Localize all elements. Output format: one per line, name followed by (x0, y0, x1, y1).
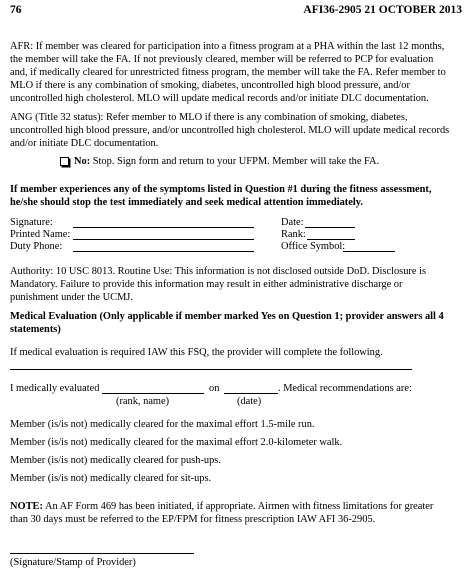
medical-evaluation-heading-1: Medical Evaluation (Only applicable if member marked Yes on Question 1; provider answers all 4 (10, 311, 444, 322)
signature-label: Signature: (10, 217, 53, 228)
afr-line-3: and, if medically cleared for unrestricted fitness program, the member will take the FA. Refer member to (10, 67, 446, 78)
statement-run: Member (is/is not) medically cleared for the maximal effort 1.5-mile run. (10, 419, 315, 430)
evaluated-suffix: . Medical recommendations are: (278, 383, 412, 394)
provider-entry-line[interactable] (10, 369, 412, 370)
date-label: Date: (281, 217, 304, 228)
evaluated-on: on (209, 383, 220, 394)
afr-line-5: uncontrolled high cholesterol. MLO will update medical records and/or initiate DLC documentation. (10, 93, 429, 104)
date-line[interactable] (305, 227, 355, 228)
statement-push-ups: Member (is/is not) medically cleared for push-ups. (10, 455, 221, 466)
no-instruction: Stop. Sign form and return to your UFPM. Member will take the FA. (90, 156, 380, 167)
note-line-1: An AF Form 469 has been initiated, if appropriate. Airmen with fitness limitations for greater (42, 501, 434, 512)
duty-phone-label: Duty Phone: (10, 241, 63, 252)
authority-line-1: Authority: 10 USC 8013. Routine Use: This information is not disclosed outside DoD. Disclosure is (10, 266, 426, 277)
statement-sit-ups: Member (is/is not) medically cleared for sit-ups. (10, 473, 212, 484)
provider-signature-caption: (Signature/Stamp of Provider) (10, 557, 136, 568)
ang-line-2: uncontrolled high blood pressure, and/or uncontrolled high cholesterol. MLO will update medical records (10, 125, 450, 136)
afr-line-2: the member will take the FA. If not previously cleared, member will be referred to PCP for evaluation (10, 54, 434, 65)
authority-line-3: punishment under the UCMJ. (10, 292, 133, 303)
note-label: NOTE: (10, 501, 43, 512)
document-id: AFI36-2905 21 OCTOBER 2013 (303, 4, 462, 16)
medical-evaluation-intro: If medical evaluation is required IAW this FSQ, the provider will complete the following. (10, 347, 383, 358)
ang-line-1: ANG (Title 32 status): Refer member to MLO if there is any combination of smoking, diabetes, (10, 112, 408, 123)
office-symbol-line[interactable] (343, 251, 395, 252)
rank-label: Rank: (281, 229, 306, 240)
rank-name-caption: (rank, name) (116, 396, 170, 407)
rank-name-line[interactable] (102, 393, 204, 394)
medical-evaluation-heading-2: statements) (10, 324, 61, 335)
page-number: 76 (10, 4, 22, 16)
symptoms-line-1: If member experiences any of the symptoms listed in Question #1 during the fitness assessment, (10, 184, 432, 195)
authority-line-2: Mandatory. Failure to provide this information may result in either administrative discharge or (10, 279, 403, 290)
no-label: No: (74, 156, 91, 167)
printed-name-label: Printed Name: (10, 229, 71, 240)
evaluation-date-line[interactable] (224, 393, 278, 394)
statement-walk: Member (is/is not) medically cleared for the maximal effort 2.0-kilometer walk. (10, 437, 343, 448)
ang-line-3: and/or initiate DLC documentation. (10, 138, 159, 149)
symptoms-line-2: he/she should stop the test immediately and seek medical attention immediately. (10, 197, 363, 208)
office-symbol-label: Office Symbol: (281, 241, 346, 252)
provider-signature-line[interactable] (10, 553, 194, 554)
signature-line[interactable] (73, 227, 254, 228)
no-checkbox[interactable] (60, 157, 69, 166)
evaluated-prefix: I medically evaluated (10, 383, 100, 394)
afr-line-1: AFR: If member was cleared for participation into a fitness program at a PHA within the last 12 months, (10, 41, 445, 52)
afr-line-4: MLO if there is any combination of smoking, diabetes, uncontrolled high blood pressure, and/or (10, 80, 410, 91)
note-line-2: than 30 days must be referred to the EP/FPM for fitness prescription IAW AFI 36-2905. (10, 514, 376, 525)
date-caption: (date) (237, 396, 262, 407)
printed-name-line[interactable] (73, 239, 254, 240)
duty-phone-line[interactable] (73, 251, 254, 252)
